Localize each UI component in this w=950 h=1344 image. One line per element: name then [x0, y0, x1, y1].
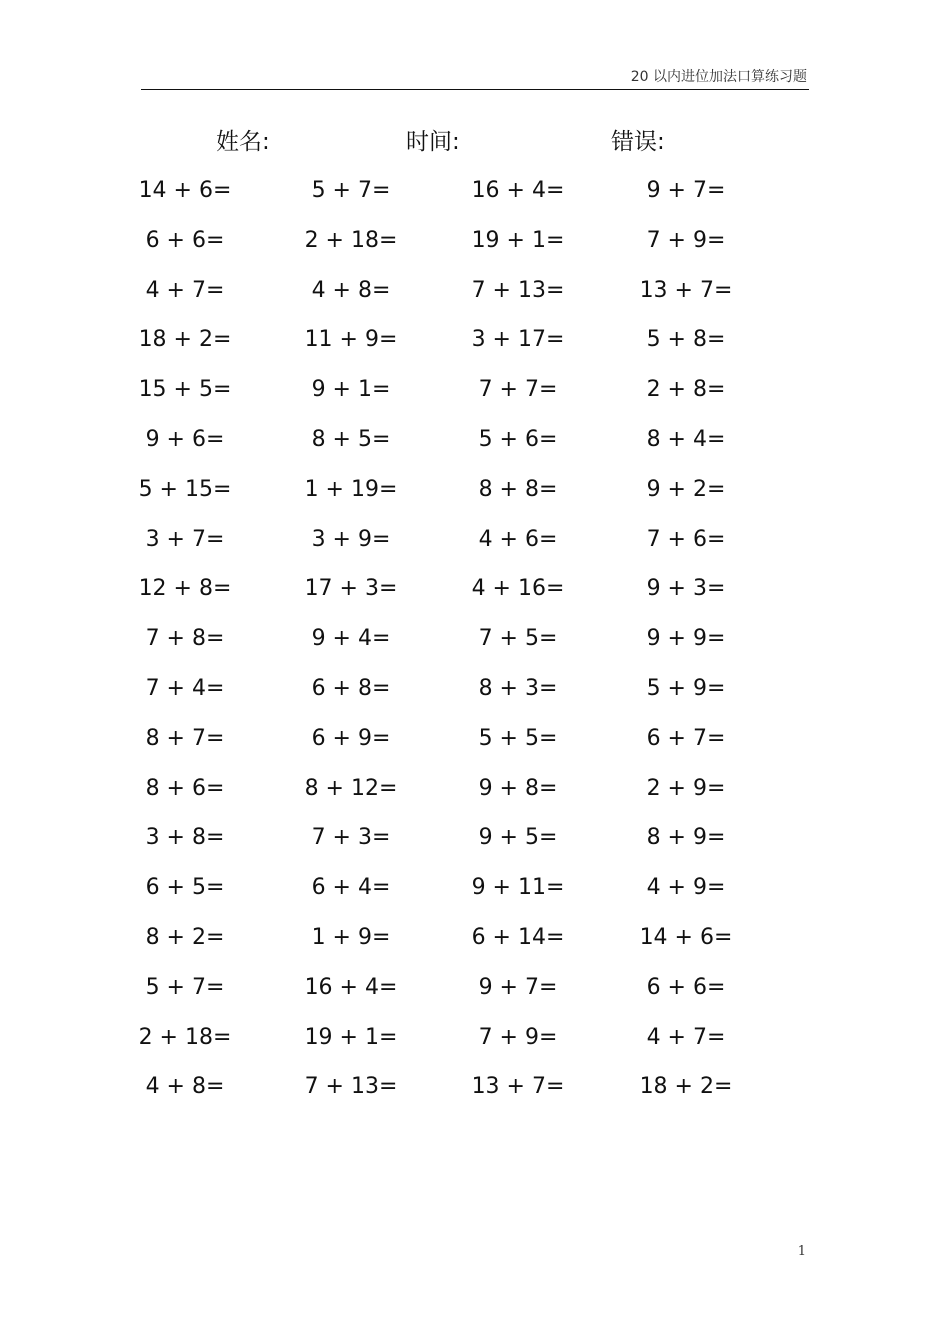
problem-row	[0, 224, 950, 274]
problem-item: 9 + 6=	[145, 426, 225, 452]
problem-item: 13 + 7=	[639, 277, 733, 303]
problem-item: 19 + 1=	[471, 227, 565, 253]
problem-item: 18 + 2=	[138, 327, 232, 353]
problem-row	[0, 722, 950, 772]
page-header-title: 20 以内进位加法口算练习题	[630, 69, 807, 85]
problem-item: 7 + 7=	[478, 377, 558, 403]
problem-row	[0, 473, 950, 523]
problem-grid	[0, 174, 950, 1120]
time-label: 时间:	[406, 129, 460, 155]
problem-row	[0, 373, 950, 423]
problem-item: 4 + 7=	[646, 1024, 726, 1050]
problem-row	[0, 772, 950, 822]
problem-item: 9 + 9=	[646, 626, 726, 652]
problem-item: 7 + 9=	[646, 227, 726, 253]
problem-item: 6 + 5=	[145, 875, 225, 901]
page-number: 1	[797, 1244, 806, 1259]
problem-item: 8 + 9=	[646, 825, 726, 851]
problem-item: 6 + 9=	[311, 725, 391, 751]
problem-item: 7 + 13=	[304, 1074, 398, 1100]
problem-item: 16 + 4=	[304, 974, 398, 1000]
problem-item: 8 + 3=	[478, 675, 558, 701]
problem-item: 7 + 5=	[478, 626, 558, 652]
problem-item: 4 + 7=	[145, 277, 225, 303]
problem-item: 7 + 9=	[478, 1024, 558, 1050]
problem-row	[0, 572, 950, 622]
problem-item: 16 + 4=	[471, 178, 565, 203]
problem-item: 9 + 4=	[311, 626, 391, 652]
problem-item: 9 + 1=	[311, 377, 391, 403]
problem-item: 13 + 7=	[471, 1074, 565, 1100]
problem-item: 5 + 7=	[145, 974, 225, 1000]
problem-item: 3 + 9=	[311, 526, 391, 552]
problem-item: 5 + 15=	[138, 476, 232, 502]
problem-item: 5 + 6=	[478, 426, 558, 452]
problem-item: 4 + 9=	[646, 875, 726, 901]
problem-item: 7 + 6=	[646, 526, 726, 552]
name-label: 姓名:	[216, 129, 270, 155]
problem-item: 11 + 9=	[304, 327, 398, 353]
problem-item: 7 + 4=	[145, 675, 225, 701]
problem-row	[0, 274, 950, 324]
problem-item: 7 + 8=	[145, 626, 225, 652]
problem-row	[0, 174, 950, 224]
problem-item: 8 + 7=	[145, 725, 225, 751]
problem-item: 6 + 6=	[646, 974, 726, 1000]
problem-item: 9 + 5=	[478, 825, 558, 851]
problem-item: 8 + 6=	[145, 775, 225, 801]
problem-item: 9 + 7=	[478, 974, 558, 1000]
problem-item: 8 + 2=	[145, 924, 225, 950]
problem-row	[0, 921, 950, 971]
problem-item: 4 + 8=	[145, 1074, 225, 1100]
problem-item: 4 + 6=	[478, 526, 558, 552]
problem-item: 9 + 11=	[471, 875, 565, 901]
problem-item: 8 + 5=	[311, 426, 391, 452]
problem-item: 4 + 16=	[471, 576, 565, 602]
problem-item: 2 + 9=	[646, 775, 726, 801]
problem-item: 8 + 12=	[304, 775, 398, 801]
problem-row	[0, 971, 950, 1021]
problem-item: 3 + 17=	[471, 327, 565, 353]
problem-item: 5 + 7=	[311, 178, 391, 203]
problem-item: 19 + 1=	[304, 1024, 398, 1050]
problem-row	[0, 1070, 950, 1120]
problem-item: 5 + 8=	[646, 327, 726, 353]
problem-row	[0, 423, 950, 473]
problem-item: 9 + 8=	[478, 775, 558, 801]
problem-row	[0, 871, 950, 921]
problem-row	[0, 323, 950, 373]
problem-item: 3 + 7=	[145, 526, 225, 552]
problem-item: 9 + 7=	[646, 178, 726, 203]
problem-item: 7 + 13=	[471, 277, 565, 303]
problem-item: 8 + 8=	[478, 476, 558, 502]
problem-item: 3 + 8=	[145, 825, 225, 851]
problem-item: 6 + 14=	[471, 924, 565, 950]
problem-item: 6 + 7=	[646, 725, 726, 751]
problem-row	[0, 672, 950, 722]
problem-item: 7 + 3=	[311, 825, 391, 851]
problem-item: 9 + 2=	[646, 476, 726, 502]
header-divider	[141, 89, 809, 90]
problem-item: 2 + 8=	[646, 377, 726, 403]
problem-row	[0, 821, 950, 871]
problem-item: 14 + 6=	[138, 178, 232, 203]
problem-item: 5 + 9=	[646, 675, 726, 701]
problem-item: 6 + 8=	[311, 675, 391, 701]
problem-item: 9 + 3=	[646, 576, 726, 602]
problem-item: 1 + 19=	[304, 476, 398, 502]
problem-item: 4 + 8=	[311, 277, 391, 303]
problem-item: 6 + 4=	[311, 875, 391, 901]
problem-item: 2 + 18=	[138, 1024, 232, 1050]
problem-item: 2 + 18=	[304, 227, 398, 253]
problem-item: 5 + 5=	[478, 725, 558, 751]
problem-item: 15 + 5=	[138, 377, 232, 403]
problem-item: 14 + 6=	[639, 924, 733, 950]
problem-row	[0, 622, 950, 672]
problem-item: 6 + 6=	[145, 227, 225, 253]
problem-item: 8 + 4=	[646, 426, 726, 452]
problem-item: 18 + 2=	[639, 1074, 733, 1100]
problem-item: 12 + 8=	[138, 576, 232, 602]
problem-item: 17 + 3=	[304, 576, 398, 602]
problem-item: 1 + 9=	[311, 924, 391, 950]
problem-row	[0, 1021, 950, 1071]
problem-row	[0, 523, 950, 573]
errors-label: 错误:	[611, 129, 665, 155]
